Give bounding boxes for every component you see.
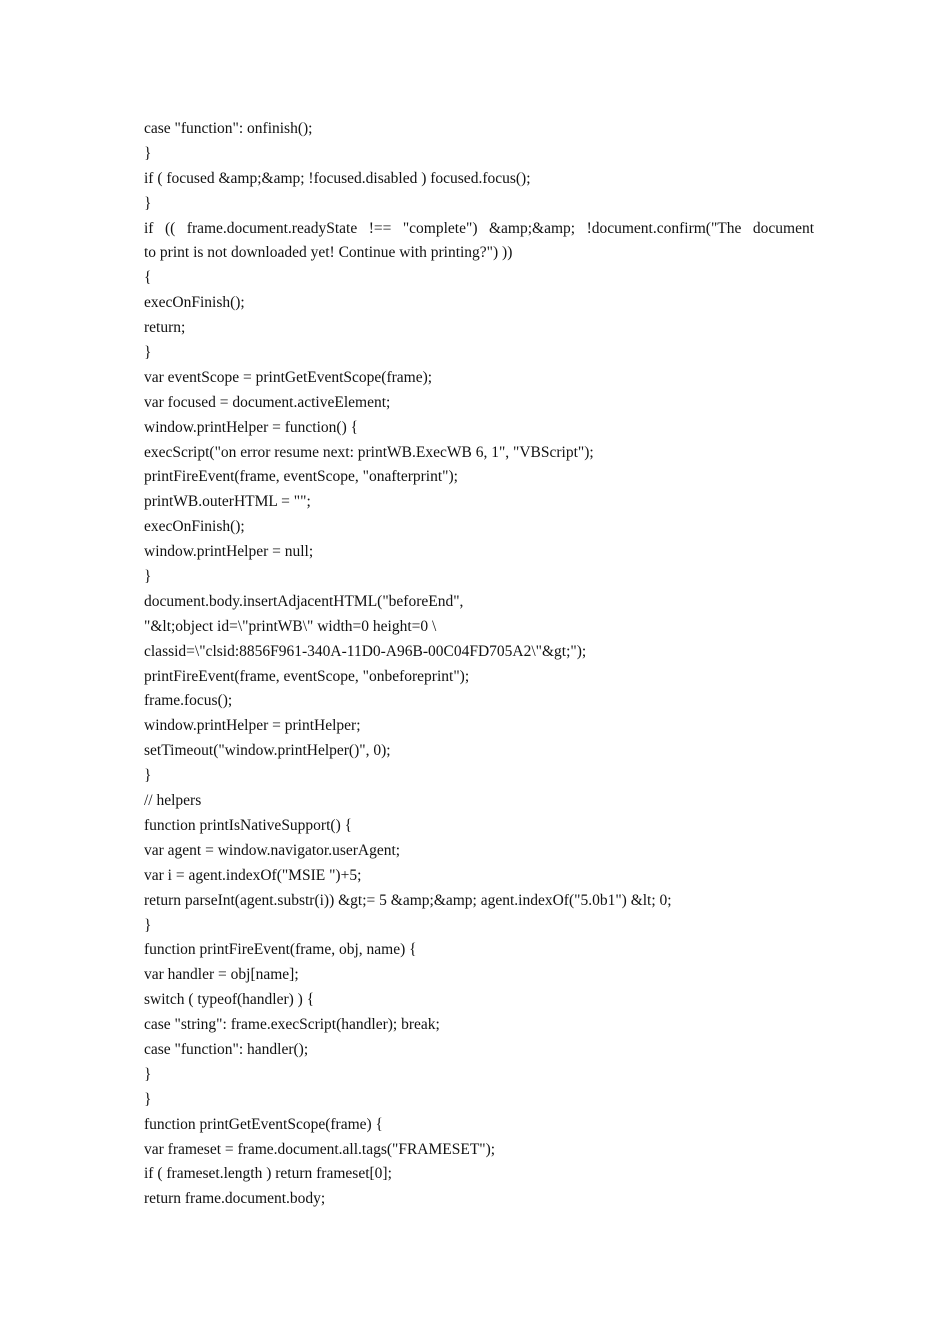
code-line: if ( focused &amp;&amp; !focused.disabled ) focused.focus(); [144,169,531,187]
code-line: function printGetEventScope(frame) { [144,1115,383,1133]
code-line: var focused = document.activeElement; [144,393,391,411]
code-line: window.printHelper = printHelper; [144,717,361,735]
code-line: } [144,144,152,162]
code-line: window.printHelper = function() { [144,418,359,436]
code-line: case "function": handler(); [144,1040,309,1058]
code-line: } [144,767,152,785]
code-line: } [144,1065,152,1083]
code-line: return parseInt(agent.substr(i)) &gt;= 5 &amp;&amp; agent.indexOf("5.0b1") &lt; 0; [144,891,672,909]
code-line: } [144,194,152,212]
code-line: { [144,269,152,287]
code-line: execOnFinish(); [144,518,245,536]
code-listing [144,117,814,1212]
code-line: execScript("on error resume next: printWB.ExecWB 6, 1", "VBScript"); [144,443,594,461]
code-line: document.body.insertAdjacentHTML("beforeEnd", [144,592,464,610]
code-line: var handler = obj[name]; [144,966,299,984]
code-line: var frameset = frame.document.all.tags("FRAMESET"); [144,1140,496,1158]
code-line: printFireEvent(frame, eventScope, "onbeforeprint"); [144,667,470,685]
code-line: case "function": onfinish(); [144,120,313,137]
code-line: var agent = window.navigator.userAgent; [144,841,401,859]
code-line: } [144,344,152,362]
code-line: switch ( typeof(handler) ) { [144,991,315,1009]
code-line: var eventScope = printGetEventScope(frame); [144,368,433,386]
code-line: classid=\"clsid:8856F961-340A-11D0-A96B-00C04FD705A2\"&gt;"); [144,642,587,660]
code-line: } [144,1090,152,1108]
code-line: frame.focus(); [144,692,233,710]
code-line: function printFireEvent(frame, obj, name) { [144,941,417,959]
code-line: window.printHelper = null; [144,543,314,561]
code-line: return; [144,319,186,337]
code-line: } [144,916,152,934]
code-line: function printIsNativeSupport() { [144,816,353,834]
code-line: } [144,568,152,586]
code-line: if (( frame.document.readyState !== "complete") &amp;&amp; !document.confirm("The document [144,219,814,237]
code-line: to print is not downloaded yet! Continue with printing?") )) [144,244,513,262]
code-line: var i = agent.indexOf("MSIE ")+5; [144,866,362,884]
code-line: // helpers [144,792,202,810]
code-line: case "string": frame.execScript(handler); break; [144,1016,440,1034]
code-line: printWB.outerHTML = ""; [144,493,311,511]
code-line: execOnFinish(); [144,294,245,312]
code-line: setTimeout("window.printHelper()", 0); [144,742,391,760]
code-line: if ( frameset.length ) return frameset[0]; [144,1165,392,1183]
code-line: return frame.document.body; [144,1190,326,1208]
code-line: printFireEvent(frame, eventScope, "onafterprint"); [144,468,458,486]
code-line: "&lt;object id=\"printWB\" width=0 height=0 \ [144,617,437,635]
